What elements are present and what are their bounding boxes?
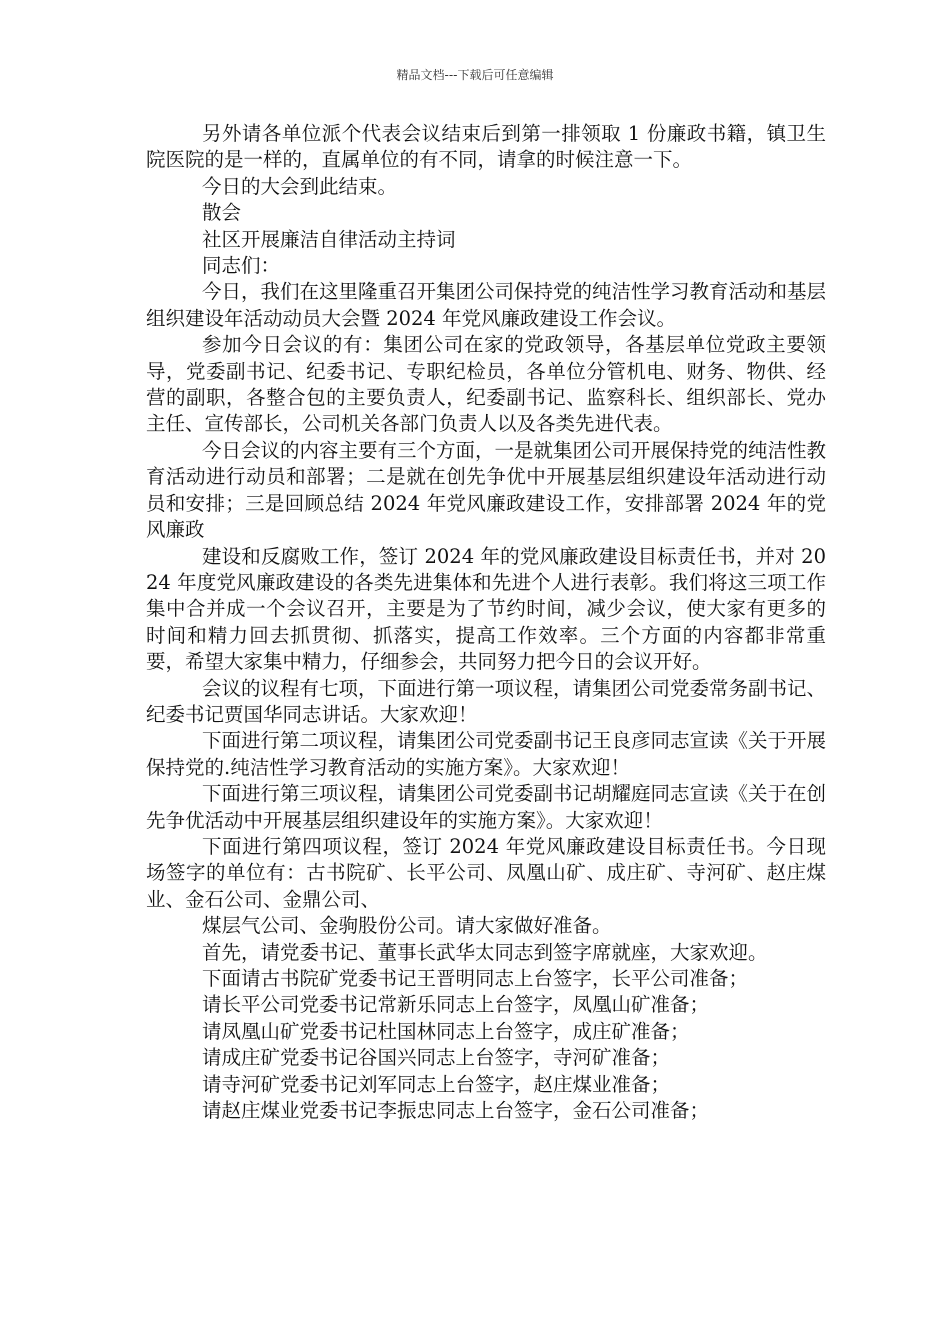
paragraph: 首先，请党委书记、董事长武华太同志到签字席就座，大家欢迎。 <box>202 940 768 964</box>
paragraph: 会议的议程有七项，下面进行第一项议程，请集团公司党委常务副书记、纪委书记贾国华同志讲话。大家欢迎！ <box>146 676 827 726</box>
paragraph: 下面进行第四项议程，签订 2024 年党风廉政建设目标责任书。今日现场签字的单位有：古书院矿、长平公司、凤凰山矿、成庄矿、寺河矿、赵庄煤业、金石公司、金鼎公司、 <box>146 834 826 911</box>
paragraph: 请长平公司党委书记常新乐同志上台签字，凤凰山矿准备； <box>202 993 710 1017</box>
document-body <box>146 121 826 1124</box>
paragraph: 请赵庄煤业党委书记李振忠同志上台签字，金石公司准备； <box>202 1099 710 1123</box>
paragraph: 请凤凰山矿党委书记杜国林同志上台签字，成庄矿准备； <box>202 1019 690 1043</box>
paragraph: 建设和反腐败工作，签订 2024 年的党风廉政建设目标责任书，并对 2024 年度党风廉政建设的各类先进集体和先进个人进行表彰。我们将这三项工作集中合并成一个会议召开，主要是为了节约时间，减少会议，使大家有更多的时间和精力回去抓贯彻、抓落实，提高工作效率。三个方面的内容都非常重要，希望大家集中精力，仔细参会，共同努力把今日的会议开好。 <box>146 544 826 674</box>
salutation: 同志们： <box>202 254 281 278</box>
paragraph: 下面进行第三项议程，请集团公司党委副书记胡耀庭同志宣读《关于在创先争优活动中开展基层组织建设年的实施方案》。大家欢迎！ <box>146 782 827 832</box>
paragraph: 下面请古书院矿党委书记王晋明同志上台签字，长平公司准备； <box>202 967 749 990</box>
paragraph: 请寺河矿党委书记刘军同志上台签字，赵庄煤业准备； <box>202 1072 671 1096</box>
paragraph: 散会 <box>202 201 242 225</box>
paragraph: 下面进行第二项议程，请集团公司党委副书记王良彦同志宣读《关于开展保持党的.纯洁性学习教育活动的实施方案》。大家欢迎！ <box>146 729 827 779</box>
paragraph: 另外请各单位派个代表会议结束后到第一排领取 1 份廉政书籍，镇卫生院医院的是一样的，直属单位的有不同，请拿的时候注意一下。 <box>146 122 826 172</box>
paragraph: 请成庄矿党委书记谷国兴同志上台签字，寺河矿准备； <box>202 1046 671 1070</box>
paragraph: 煤层气公司、金驹股份公司。请大家做好准备。 <box>202 914 612 938</box>
section-title: 社区开展廉洁自律活动主持词 <box>202 227 456 251</box>
paragraph: 今日会议的内容主要有三个方面，一是就集团公司开展保持党的纯洁性教育活动进行动员和部署；二是就在创先争优中开展基层组织建设年活动进行动员和安排；三是回顾总结 2024 年党风廉政建设工作，安排部署 2024 年的党风廉政 <box>146 438 827 542</box>
paragraph: 今日的大会到此结束。 <box>202 174 398 198</box>
paragraph: 参加今日会议的有：集团公司在家的党政领导，各基层单位党政主要领导，党委副书记、纪委书记、专职纪检员，各单位分管机电、财务、物供、经营的副职，各整合包的主要负责人，纪委副书记、监察科长、组织部长、党办主任、宣传部长，公司机关各部门负责人以及各类先进代表。 <box>146 333 826 436</box>
page-header: 精品文档---下载后可任意编辑 <box>396 68 554 82</box>
paragraph: 今日，我们在这里隆重召开集团公司保持党的纯洁性学习教育活动和基层组织建设年活动动员大会暨 2024 年党风廉政建设工作会议。 <box>146 280 827 330</box>
